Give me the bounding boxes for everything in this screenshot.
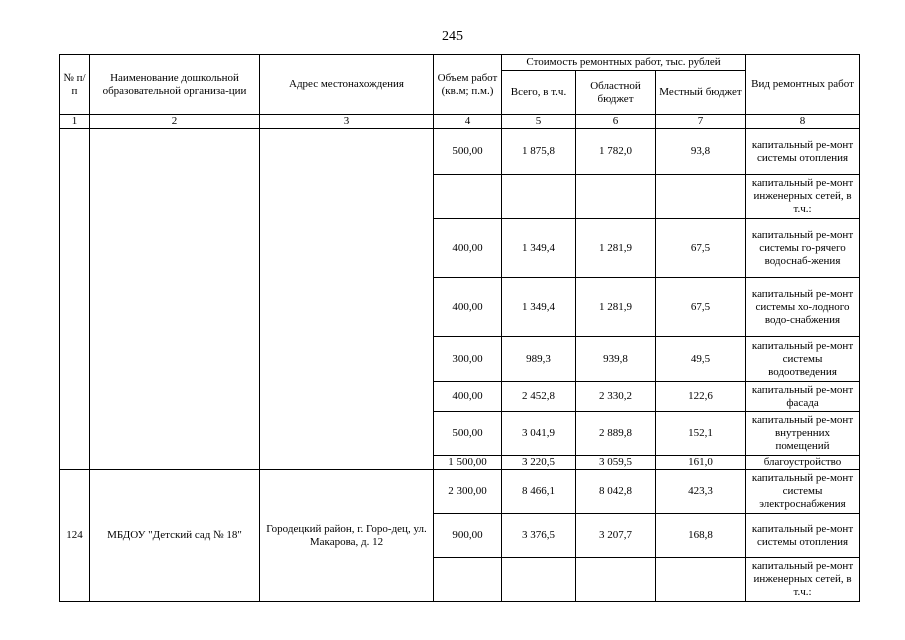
total-cell: 2 452,8 — [502, 382, 576, 412]
local-cell: 423,3 — [656, 470, 746, 514]
header-address: Адрес местонахождения — [260, 55, 434, 115]
header-num: № п/п — [60, 55, 90, 115]
total-cell: 3 220,5 — [502, 456, 576, 470]
volume-cell — [434, 558, 502, 602]
regional-cell: 1 281,9 — [576, 219, 656, 278]
total-cell: 989,3 — [502, 337, 576, 382]
regional-cell — [576, 175, 656, 219]
work-type-cell: капитальный ре-монт инженерных сетей, в т.ч.: — [746, 558, 860, 602]
repair-works-table — [59, 54, 860, 602]
regional-cell — [576, 558, 656, 602]
local-cell: 67,5 — [656, 219, 746, 278]
work-type-cell: капитальный ре-монт системы отопления — [746, 129, 860, 175]
org-address — [260, 129, 434, 470]
total-cell: 3 376,5 — [502, 514, 576, 558]
work-type-cell: капитальный ре-монт системы го-рячего водоснаб-жения — [746, 219, 860, 278]
total-cell: 1 349,4 — [502, 278, 576, 337]
work-type-cell: капитальный ре-монт системы отопления — [746, 514, 860, 558]
volume-cell: 500,00 — [434, 412, 502, 456]
local-cell: 122,6 — [656, 382, 746, 412]
volume-cell: 500,00 — [434, 129, 502, 175]
column-number: 3 — [260, 115, 434, 129]
regional-cell: 939,8 — [576, 337, 656, 382]
regional-cell: 3 207,7 — [576, 514, 656, 558]
column-number: 2 — [90, 115, 260, 129]
row-num: 124 — [60, 470, 90, 602]
page-number: 245 — [442, 29, 463, 44]
column-numbers-row — [60, 115, 860, 129]
work-type-cell: капитальный ре-монт системы хо-лодного водо-снабжения — [746, 278, 860, 337]
column-number: 8 — [746, 115, 860, 129]
header-volume: Объем работ (кв.м; п.м.) — [434, 55, 502, 115]
work-type-cell: капитальный ре-монт инженерных сетей, в т.ч.: — [746, 175, 860, 219]
local-cell — [656, 558, 746, 602]
work-type-cell: капитальный ре-монт внутренних помещений — [746, 412, 860, 456]
header-regional: Областной бюджет — [576, 71, 656, 115]
column-number: 1 — [60, 115, 90, 129]
regional-cell: 1 782,0 — [576, 129, 656, 175]
volume-cell — [434, 175, 502, 219]
org-address: Городецкий район, г. Горо-дец, ул. Макарова, д. 12 — [260, 470, 434, 602]
volume-cell: 900,00 — [434, 514, 502, 558]
volume-cell: 400,00 — [434, 278, 502, 337]
volume-cell: 300,00 — [434, 337, 502, 382]
local-cell: 49,5 — [656, 337, 746, 382]
regional-cell: 2 889,8 — [576, 412, 656, 456]
header-name: Наименование дошкольной образовательной организа-ции — [90, 55, 260, 115]
regional-cell: 8 042,8 — [576, 470, 656, 514]
regional-cell: 2 330,2 — [576, 382, 656, 412]
local-cell — [656, 175, 746, 219]
local-cell: 161,0 — [656, 456, 746, 470]
local-cell: 93,8 — [656, 129, 746, 175]
header-local: Местный бюджет — [656, 71, 746, 115]
volume-cell: 2 300,00 — [434, 470, 502, 514]
volume-cell: 400,00 — [434, 382, 502, 412]
total-cell: 3 041,9 — [502, 412, 576, 456]
table-row — [60, 129, 860, 175]
column-number: 4 — [434, 115, 502, 129]
row-num — [60, 129, 90, 470]
local-cell: 67,5 — [656, 278, 746, 337]
local-cell: 168,8 — [656, 514, 746, 558]
total-cell — [502, 558, 576, 602]
volume-cell: 1 500,00 — [434, 456, 502, 470]
column-number: 5 — [502, 115, 576, 129]
regional-cell: 3 059,5 — [576, 456, 656, 470]
local-cell: 152,1 — [656, 412, 746, 456]
header-work-type: Вид ремонтных работ — [746, 55, 860, 115]
work-type-cell: капитальный ре-монт системы водоотведения — [746, 337, 860, 382]
org-name — [90, 129, 260, 470]
work-type-cell: капитальный ре-монт системы электроснабжения — [746, 470, 860, 514]
work-type-cell: капитальный ре-монт фасада — [746, 382, 860, 412]
total-cell: 1 349,4 — [502, 219, 576, 278]
total-cell: 8 466,1 — [502, 470, 576, 514]
work-type-cell: благоустройство — [746, 456, 860, 470]
column-number: 7 — [656, 115, 746, 129]
column-number: 6 — [576, 115, 656, 129]
table-row — [60, 470, 860, 514]
total-cell: 1 875,8 — [502, 129, 576, 175]
total-cell — [502, 175, 576, 219]
header-cost-group: Стоимость ремонтных работ, тыс. рублей — [502, 55, 746, 71]
org-name: МБДОУ "Детский сад № 18" — [90, 470, 260, 602]
header-total: Всего, в т.ч. — [502, 71, 576, 115]
regional-cell: 1 281,9 — [576, 278, 656, 337]
volume-cell: 400,00 — [434, 219, 502, 278]
